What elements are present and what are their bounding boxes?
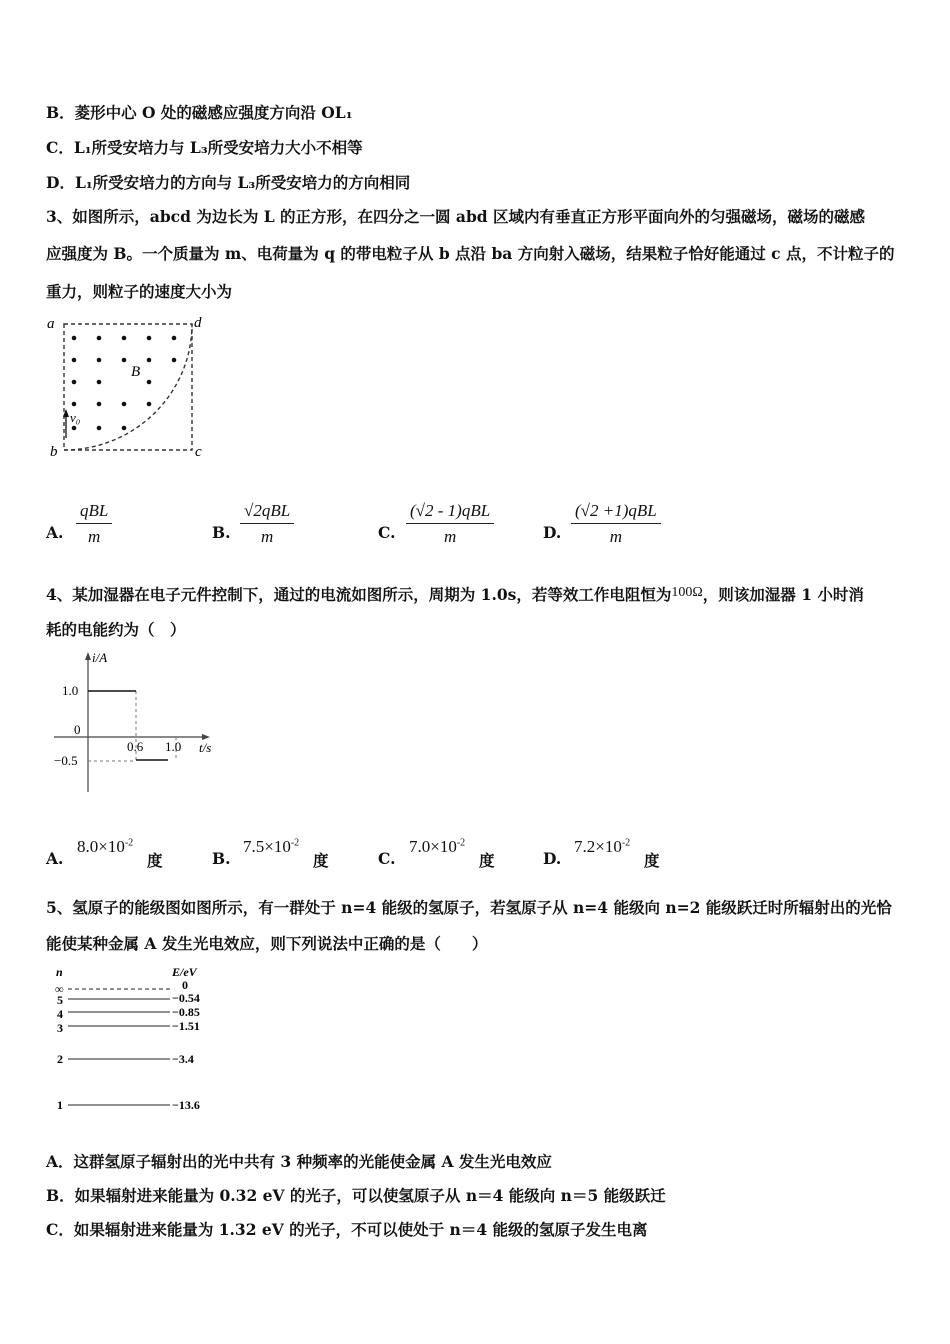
- fraction-numerator: qBL: [76, 501, 112, 524]
- q3-option-d-letter: D.: [543, 523, 562, 542]
- q4-option-b-value: [243, 837, 299, 857]
- n-header: n: [56, 965, 63, 979]
- corner-a-label: a: [47, 316, 55, 332]
- q4-option-d-letter: D.: [543, 849, 562, 868]
- energy-header: E/eV: [172, 965, 197, 979]
- x-tick-2: 1.0: [165, 739, 182, 754]
- q4-stem-line2: 耗的电能约为（ ）: [46, 620, 186, 639]
- mantissa: 7.2×10: [574, 837, 622, 856]
- q4-option-b-unit: 度: [313, 851, 329, 870]
- q5-energy-level-diagram: [50, 964, 230, 1114]
- corner-b-label: b: [50, 444, 58, 460]
- level-n-3: 3: [57, 1021, 63, 1035]
- q3-option-c-fraction: [406, 501, 494, 547]
- field-b-label: B: [131, 364, 141, 380]
- q4-current-graph: [44, 647, 234, 797]
- fraction-denominator: m: [443, 527, 457, 546]
- fraction-denominator: m: [260, 527, 274, 546]
- q5-option-b: B．如果辐射进来能量为 0.32 eV 的光子，可以使氢原子从 n＝4 能级向 n＝5 能级跃迁: [46, 1186, 666, 1205]
- q3-stem-line2: 应强度为 B。一个质量为 m、电荷量为 q 的带电粒子从 b 点沿 ba 方向射入磁场，结果粒子恰好能通过 c 点，不计粒子的: [46, 244, 895, 263]
- fraction-denominator: m: [609, 527, 622, 546]
- q3-option-b-fraction: [240, 501, 294, 547]
- q4-option-d-unit: 度: [644, 851, 660, 870]
- q4-option-a-unit: 度: [147, 851, 163, 870]
- q4-stem-text-a: 4、某加湿器在电子元件控制下，通过的电流如图所示，周期为 1.0s，若等效工作电阻恒为: [46, 585, 672, 604]
- q3-option-a-letter: A.: [46, 523, 64, 542]
- q5-option-a: A．这群氢原子辐射出的光中共有 3 种频率的光能使金属 A 发生光电效应: [46, 1152, 552, 1171]
- q4-stem-line1: [46, 583, 864, 605]
- fraction-numerator: (√2 +1)qBL: [571, 501, 661, 524]
- corner-c-label: c: [195, 444, 202, 460]
- resistance-value: 100Ω: [671, 585, 703, 600]
- q3-option-b-letter: B.: [212, 523, 231, 542]
- level-e-inf: 0: [182, 978, 188, 992]
- x-tick-1: 0.6: [127, 739, 144, 754]
- exponent: -2: [621, 837, 631, 849]
- level-n-1: 1: [57, 1098, 63, 1112]
- q4-option-c-unit: 度: [479, 851, 495, 870]
- mantissa: 7.5×10: [243, 837, 291, 856]
- velocity-label: v₀: [70, 410, 81, 425]
- q2-option-b: B．菱形中心 O 处的磁感应强度方向沿 OL₁: [46, 103, 353, 122]
- fraction-numerator: (√2 - 1)qBL: [406, 501, 494, 524]
- level-n-2: 2: [57, 1052, 63, 1066]
- q3-option-c-letter: C.: [378, 523, 396, 542]
- level-e-1: −13.6: [172, 1098, 200, 1112]
- q2-option-c: C．L₁所受安培力与 L₃所受安培力大小不相等: [46, 138, 363, 157]
- q2-option-d: D．L₁所受安培力的方向与 L₃所受安培力的方向相同: [46, 173, 411, 192]
- q3-stem-line1: 3、如图所示，abcd 为边长为 L 的正方形，在四分之一圆 abd 区域内有垂直正方形平面向外的匀强磁场，磁场的磁感: [46, 207, 866, 226]
- q3-option-a-fraction: [76, 501, 112, 547]
- corner-d-label: d: [194, 315, 202, 331]
- y-tick-low: −0.5: [54, 753, 78, 768]
- mantissa: 7.0×10: [409, 837, 457, 856]
- y-axis-label: i/A: [92, 650, 108, 665]
- q4-option-b-letter: B.: [212, 849, 231, 868]
- q3-option-d-fraction: [571, 501, 661, 547]
- level-n-5: 5: [57, 993, 63, 1007]
- level-e-2: −3.4: [172, 1052, 194, 1066]
- q4-option-d-value: [574, 837, 630, 857]
- y-tick-zero: 0: [74, 722, 81, 737]
- y-tick-high: 1.0: [62, 683, 79, 698]
- level-e-5: −0.54: [172, 991, 200, 1005]
- q4-option-c-letter: C.: [378, 849, 396, 868]
- exponent: -2: [290, 837, 300, 849]
- exponent: -2: [456, 837, 466, 849]
- q4-option-a-value: [77, 837, 133, 857]
- q5-stem-line1: 5、氢原子的能级图如图所示，有一群处于 n=4 能级的氢原子，若氢原子从 n=4 能级向 n=2 能级跃迁时所辐射出的光恰: [46, 898, 892, 917]
- q5-stem-line2: 能使某种金属 A 发生光电效应，则下列说法中正确的是（ ）: [46, 934, 488, 953]
- exponent: -2: [124, 837, 134, 849]
- q4-stem-text-b: ，则该加湿器 1 小时消: [702, 585, 864, 604]
- level-e-3: −1.51: [172, 1019, 200, 1033]
- q3-stem-line3: 重力，则粒子的速度大小为: [46, 282, 233, 301]
- q3-figure: [44, 310, 214, 460]
- level-n-4: 4: [57, 1007, 63, 1021]
- q4-option-c-value: [409, 837, 465, 857]
- x-axis-label: t/s: [199, 740, 212, 755]
- q5-option-c: C．如果辐射进来能量为 1.32 eV 的光子，不可以使处于 n＝4 能级的氢原子发生电离: [46, 1220, 648, 1239]
- fraction-denominator: m: [88, 527, 101, 546]
- level-e-4: −0.85: [172, 1005, 200, 1019]
- q4-option-a-letter: A.: [46, 849, 64, 868]
- level-n-inf: ∞: [55, 982, 64, 996]
- fraction-numerator: √2qBL: [240, 501, 294, 524]
- mantissa: 8.0×10: [77, 837, 125, 856]
